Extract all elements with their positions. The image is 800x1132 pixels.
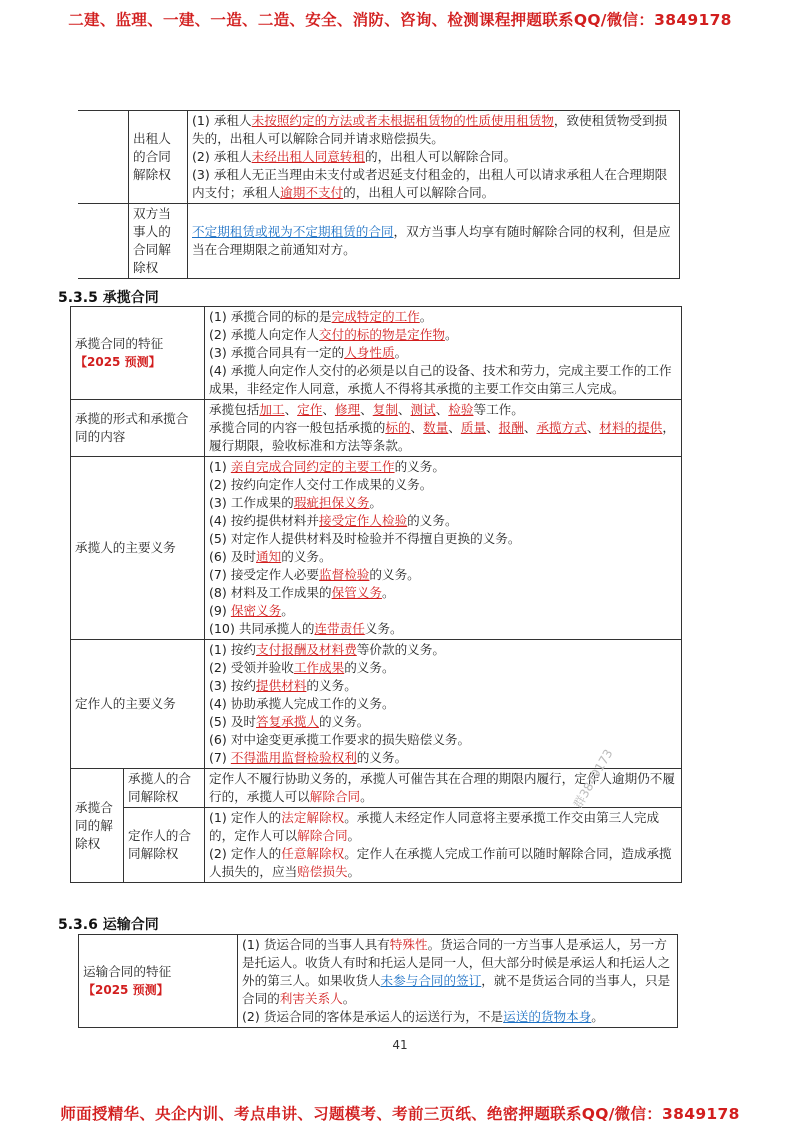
list-item: (1) 定作人的法定解除权。承揽人未经定作人同意将主要承揽工作交由第三人完成的，定作人可以解除合同。	[209, 810, 660, 843]
emphasis-text: 逾期不支付	[280, 185, 344, 200]
emphasis-text: 连带责任	[314, 621, 365, 636]
list-item: (2) 按约向定作人交付工作成果的义务。	[209, 477, 433, 492]
page-number: 41	[392, 1038, 408, 1052]
list-item: (3) 工作成果的瑕疵担保义务。	[209, 495, 382, 510]
emphasis-text: 保密义务	[230, 603, 282, 618]
list-item: (3) 按约提供材料的义务。	[209, 678, 357, 693]
list-item: (10) 共同承揽人的连带责任义务。	[209, 621, 403, 636]
emphasis-text: 报酬	[498, 420, 524, 435]
watermark: 群3849173	[570, 746, 616, 811]
emphasis-text: 工作成果	[293, 660, 345, 675]
row-content	[188, 111, 680, 204]
row-content	[238, 935, 678, 1028]
transport-contract-table	[78, 934, 678, 1028]
emphasis-text: 支付报酬及材料费	[256, 642, 357, 657]
section-heading: 5.3.5 承揽合同	[58, 290, 159, 306]
row-content	[205, 457, 682, 640]
row-label: 承揽的形式和承揽合同的内容	[71, 400, 205, 457]
list-item: (4) 按约提供材料并接受定作人检验的义务。	[209, 513, 458, 528]
row-label: 双方当事人的合同解除权	[129, 204, 188, 279]
list-item: (2) 承揽人向定作人交付的标的物是定作物。	[209, 327, 458, 342]
row-content	[205, 640, 682, 769]
row-label: 承揽合同的特征	[75, 336, 164, 351]
list-item: (1) 按约支付报酬及材料费等价款的义务。	[209, 642, 445, 657]
table-row	[71, 457, 682, 640]
list-item: (4) 协助承揽人完成工作的义务。	[209, 696, 395, 711]
list-item: (6) 对中途变更承揽工作要求的损失赔偿义务。	[209, 732, 471, 747]
list-item: (5) 及时答复承揽人的义务。	[209, 714, 370, 729]
emphasis-text: 承揽方式	[536, 420, 587, 435]
emphasis-text: 保管义务	[331, 585, 382, 600]
emphasis-text: 修理	[334, 402, 361, 417]
bottom-banner: 师面授精华、央企内训、考点串讲、习题模考、考前三页纸、绝密押题联系QQ/微信：3849178	[60, 1105, 740, 1123]
emphasis-text: 数量	[423, 420, 449, 435]
body-text: ，双方当事人均享有随时解除合同的权利，但是应当在合理期限之前通知对方。	[192, 224, 671, 257]
section-heading: 5.3.6 运输合同	[58, 917, 159, 933]
emphasis-text: 检验	[448, 402, 474, 417]
list-item: 承揽包括加工、定作、修理、复制、测试、检验等工作。	[209, 402, 524, 417]
row-label: 承揽合同的解除权	[71, 769, 124, 883]
body-text: 定作人不履行协助义务的，承揽人可催告其在合理的期限内履行，定作人逾期仍不履行的，承揽人可以	[209, 771, 675, 804]
emphasis-text: 质量	[460, 420, 487, 435]
emphasis-text: 材料的提供	[599, 420, 663, 435]
list-item: 承揽合同的内容一般包括承揽的标的、数量、质量、报酬、承揽方式、材料的提供，履行期限，验收标准和方法等条款。	[209, 420, 675, 453]
emphasis-text: 不得滥用监督检验权利	[230, 750, 357, 765]
row-label: 定作人的主要义务	[71, 640, 205, 769]
list-item: (1) 承揽合同的标的是完成特定的工作。	[209, 309, 433, 324]
emphasis-text: 定作	[297, 402, 323, 417]
list-item: (4) 承揽人向定作人交付的必须是以自己的设备、技术和劳力，完成主要工作的工作成果，非经定作人同意，承揽人不得将其承揽的主要工作交由第三人完成。	[209, 363, 672, 396]
emphasis-text: 复制	[372, 402, 398, 417]
emphasis-text: 不定期租赁或视为不定期租赁的合同	[192, 224, 394, 239]
sub-label: 承揽人的合同解除权	[124, 769, 205, 808]
row-content	[205, 400, 682, 457]
list-item: (9) 保密义务。	[209, 603, 294, 618]
top-banner: 二建、监理、一建、一造、二造、安全、消防、咨询、检测课程押题联系QQ/微信：3849178	[68, 11, 732, 29]
emphasis-text: 测试	[410, 402, 436, 417]
emphasis-text: 标的	[385, 420, 411, 435]
table-row	[78, 204, 680, 279]
row-label: 运输合同的特征	[83, 964, 172, 979]
emphasis-text: 人身性质	[344, 345, 395, 360]
emphasis-text: 接受定作人检验	[319, 513, 408, 528]
row-label: 承揽人的主要义务	[71, 457, 205, 640]
emphasis-text: 提供材料	[256, 678, 307, 693]
list-item: (2) 货运合同的客体是承运人的运送行为，不是运送的货物本身。	[242, 1009, 604, 1024]
emphasis-text: 亲自完成合同约定的主要工作	[230, 459, 395, 474]
row-content	[205, 808, 682, 883]
list-item: (1) 承租人未按照约定的方法或者未根据租赁物的性质使用租赁物，致使租赁物受到损失的，出租人可以解除合同并请求赔偿损失。	[192, 113, 668, 146]
row-label: 出租人的合同解除权	[129, 111, 188, 204]
list-item: (7) 不得滥用监督检验权利的义务。	[209, 750, 408, 765]
row-content	[205, 307, 682, 400]
row-content	[188, 204, 680, 279]
table-row	[71, 400, 682, 457]
table-row	[79, 935, 678, 1028]
list-item: (1) 亲自完成合同约定的主要工作的义务。	[209, 459, 445, 474]
table-row	[71, 307, 682, 400]
list-item: (3) 承租人无正当理由未支付或者迟延支付租金的，出租人可以请求承租人在合理期限内支付；承租人逾期不支付的，出租人可以解除合同。	[192, 167, 668, 200]
row-content	[205, 769, 682, 808]
list-item: (6) 及时通知的义务。	[209, 549, 332, 564]
emphasis-text: 答复承揽人	[256, 714, 319, 729]
list-item: (2) 承租人未经出租人同意转租的，出租人可以解除合同。	[192, 149, 517, 164]
emphasis-text: 通知	[256, 549, 282, 564]
emphasis-text: 瑕疵担保义务	[293, 495, 370, 510]
lease-termination-table	[78, 110, 680, 279]
list-item: (8) 材料及工作成果的保管义务。	[209, 585, 395, 600]
list-item: (2) 定作人的任意解除权。定作人在承揽人完成工作前可以随时解除合同，造成承揽人损失的，应当赔偿损失。	[209, 846, 672, 879]
table-row	[78, 111, 680, 204]
body-text: 。	[360, 789, 373, 804]
forecast-tag: 【2025 预测】	[83, 983, 169, 997]
emphasis-text: 交付的标的物是定作物	[319, 327, 445, 342]
forecast-tag: 【2025 预测】	[75, 355, 161, 369]
table-row	[71, 808, 682, 883]
list-item: (7) 接受定作人必要监督检验的义务。	[209, 567, 420, 582]
list-item: (5) 对定作人提供材料及时检验并不得擅自更换的义务。	[209, 531, 521, 546]
emphasis-text: 未按照约定的方法或者未根据租赁物的性质使用租赁物	[251, 113, 554, 128]
emphasis-text: 完成特定的工作	[331, 309, 420, 324]
list-item: (2) 受领并验收工作成果的义务。	[209, 660, 395, 675]
emphasis-text: 加工	[259, 402, 285, 417]
table-row	[71, 640, 682, 769]
list-item: (1) 货运合同的当事人具有特殊性。货运合同的一方当事人是承运人，另一方是托运人。收货人有时和托运人是同一人，但大部分时候是承运人和托运人之外的第三人。如果收货人未参与合同的签订，就不是货运合同的当事人，只是合同的利害关系人。	[242, 937, 671, 1006]
emphasis-text: 监督检验	[319, 567, 370, 582]
sub-label: 定作人的合同解除权	[124, 808, 205, 883]
emphasis-text: 解除合同	[309, 789, 361, 804]
list-item: (3) 承揽合同具有一定的人身性质。	[209, 345, 408, 360]
emphasis-text: 未经出租人同意转租	[251, 149, 365, 164]
